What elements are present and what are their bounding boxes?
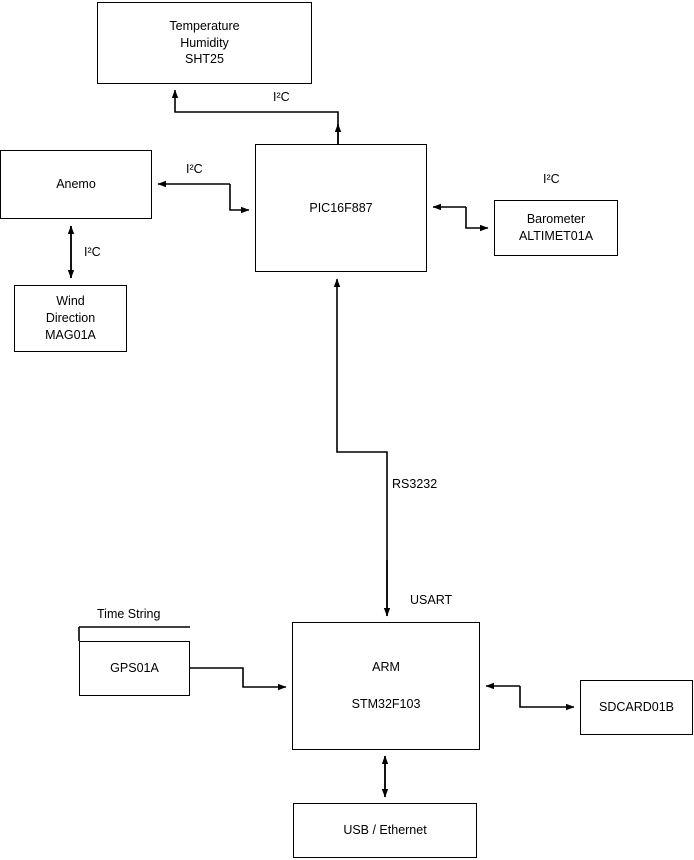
node-label-line: SHT25 [185,52,224,67]
node-label-line: SDCARD01B [598,700,675,715]
edge-label-usart: USART [410,593,453,607]
node-label-line: Direction [45,311,96,326]
node-label-line: Wind [56,294,85,309]
node-label-line: MAG01A [45,327,96,342]
connector-pic-to-barometer [433,207,488,228]
node-wind-direction-mag01a[interactable] [14,285,127,352]
node-sdcard01b[interactable] [580,680,693,735]
node-anemo[interactable] [0,150,152,219]
node-label-line: Barometer [526,212,586,227]
edge-label-i2c-sht25: I²C [273,90,290,104]
node-barometer-altimet01a[interactable] [494,200,618,256]
edge-label-rs3232: RS3232 [392,477,438,491]
node-label-line: Anemo [56,177,96,192]
node-usb-ethernet[interactable] [293,803,477,858]
node-arm-stm32f103[interactable] [292,622,480,750]
connector-pic-to-sht25 [175,90,338,144]
node-label-line: Temperature [169,18,240,33]
node-gps01a[interactable] [79,641,190,696]
node-label-line: STM32F103 [351,697,421,711]
edge-label-i2c-anemo: I²C [186,162,203,176]
node-label-line: GPS01A [110,661,159,676]
connector-arm-to-pic-rs3232 [337,279,387,616]
node-label-line: USB / Ethernet [343,823,427,838]
connector-anemo-to-pic [158,184,249,210]
connector-arm-to-sdcard [486,686,574,707]
node-label-line: Humidity [180,35,229,50]
node-label-line: PIC16F887 [309,200,373,215]
node-pic16f887[interactable] [255,144,427,272]
edge-label-i2c-barometer: I²C [543,172,560,186]
node-temperature-humidity-sht25[interactable] [97,2,312,84]
edge-label-i2c-wind: I²C [84,245,101,259]
node-label-line: ARM [372,660,400,675]
node-label-line: ALTIMET01A [518,229,594,243]
edge-label-time-string: Time String [97,607,161,621]
